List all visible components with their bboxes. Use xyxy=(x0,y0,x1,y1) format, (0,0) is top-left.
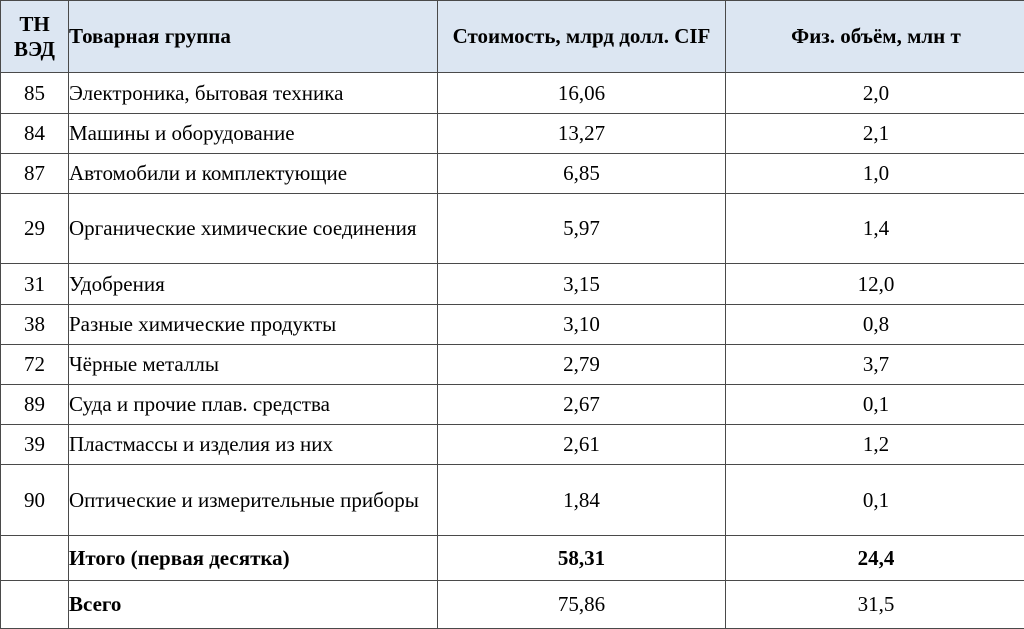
row-code: 85 xyxy=(1,73,69,114)
row-code: 89 xyxy=(1,385,69,425)
total-row xyxy=(1,581,1024,629)
row-code: 38 xyxy=(1,305,69,345)
row-volume: 0,1 xyxy=(726,385,1024,425)
header-group: Товарная группа xyxy=(69,1,438,73)
table-row xyxy=(1,194,1024,264)
table-row xyxy=(1,385,1024,425)
row-code: 84 xyxy=(1,114,69,154)
row-value: 3,15 xyxy=(438,264,726,305)
row-group: Чёрные металлы xyxy=(69,345,438,385)
row-group: Суда и прочие плав. средства xyxy=(69,385,438,425)
row-value: 2,61 xyxy=(438,425,726,465)
row-value: 2,67 xyxy=(438,385,726,425)
total-label: Всего xyxy=(69,581,438,629)
table-row xyxy=(1,425,1024,465)
subtotal-volume: 24,4 xyxy=(726,536,1024,581)
row-group: Машины и оборудование xyxy=(69,114,438,154)
row-value: 16,06 xyxy=(438,73,726,114)
table-row xyxy=(1,264,1024,305)
row-value: 13,27 xyxy=(438,114,726,154)
header-code: ТН ВЭД xyxy=(1,1,69,73)
row-volume: 2,0 xyxy=(726,73,1024,114)
row-volume: 1,2 xyxy=(726,425,1024,465)
total-code xyxy=(1,581,69,629)
row-code: 87 xyxy=(1,154,69,194)
row-volume: 0,8 xyxy=(726,305,1024,345)
table-row xyxy=(1,154,1024,194)
subtotal-row xyxy=(1,536,1024,581)
row-volume: 12,0 xyxy=(726,264,1024,305)
row-volume: 0,1 xyxy=(726,465,1024,536)
row-code: 29 xyxy=(1,194,69,264)
total-value: 75,86 xyxy=(438,581,726,629)
table-row xyxy=(1,73,1024,114)
header-volume: Физ. объём, млн т xyxy=(726,1,1024,73)
subtotal-label: Итого (первая десятка) xyxy=(69,536,438,581)
table-row xyxy=(1,305,1024,345)
row-value: 6,85 xyxy=(438,154,726,194)
header-value: Стоимость, млрд долл. CIF xyxy=(438,1,726,73)
row-group: Органические химические соединения xyxy=(69,194,438,264)
row-volume: 1,4 xyxy=(726,194,1024,264)
row-group: Оптические и измерительные приборы xyxy=(69,465,438,536)
row-group: Электроника, бытовая техника xyxy=(69,73,438,114)
row-value: 2,79 xyxy=(438,345,726,385)
row-value: 1,84 xyxy=(438,465,726,536)
table-row xyxy=(1,345,1024,385)
subtotal-code xyxy=(1,536,69,581)
row-code: 31 xyxy=(1,264,69,305)
row-group: Удобрения xyxy=(69,264,438,305)
row-group: Автомобили и комплектующие xyxy=(69,154,438,194)
table-header-row xyxy=(1,1,1024,73)
table-row xyxy=(1,114,1024,154)
row-volume: 2,1 xyxy=(726,114,1024,154)
row-value: 3,10 xyxy=(438,305,726,345)
total-volume: 31,5 xyxy=(726,581,1024,629)
row-volume: 1,0 xyxy=(726,154,1024,194)
row-group: Разные химические продукты xyxy=(69,305,438,345)
row-volume: 3,7 xyxy=(726,345,1024,385)
row-group: Пластмассы и изделия из них xyxy=(69,425,438,465)
table-row xyxy=(1,465,1024,536)
row-value: 5,97 xyxy=(438,194,726,264)
row-code: 90 xyxy=(1,465,69,536)
row-code: 39 xyxy=(1,425,69,465)
row-code: 72 xyxy=(1,345,69,385)
subtotal-value: 58,31 xyxy=(438,536,726,581)
